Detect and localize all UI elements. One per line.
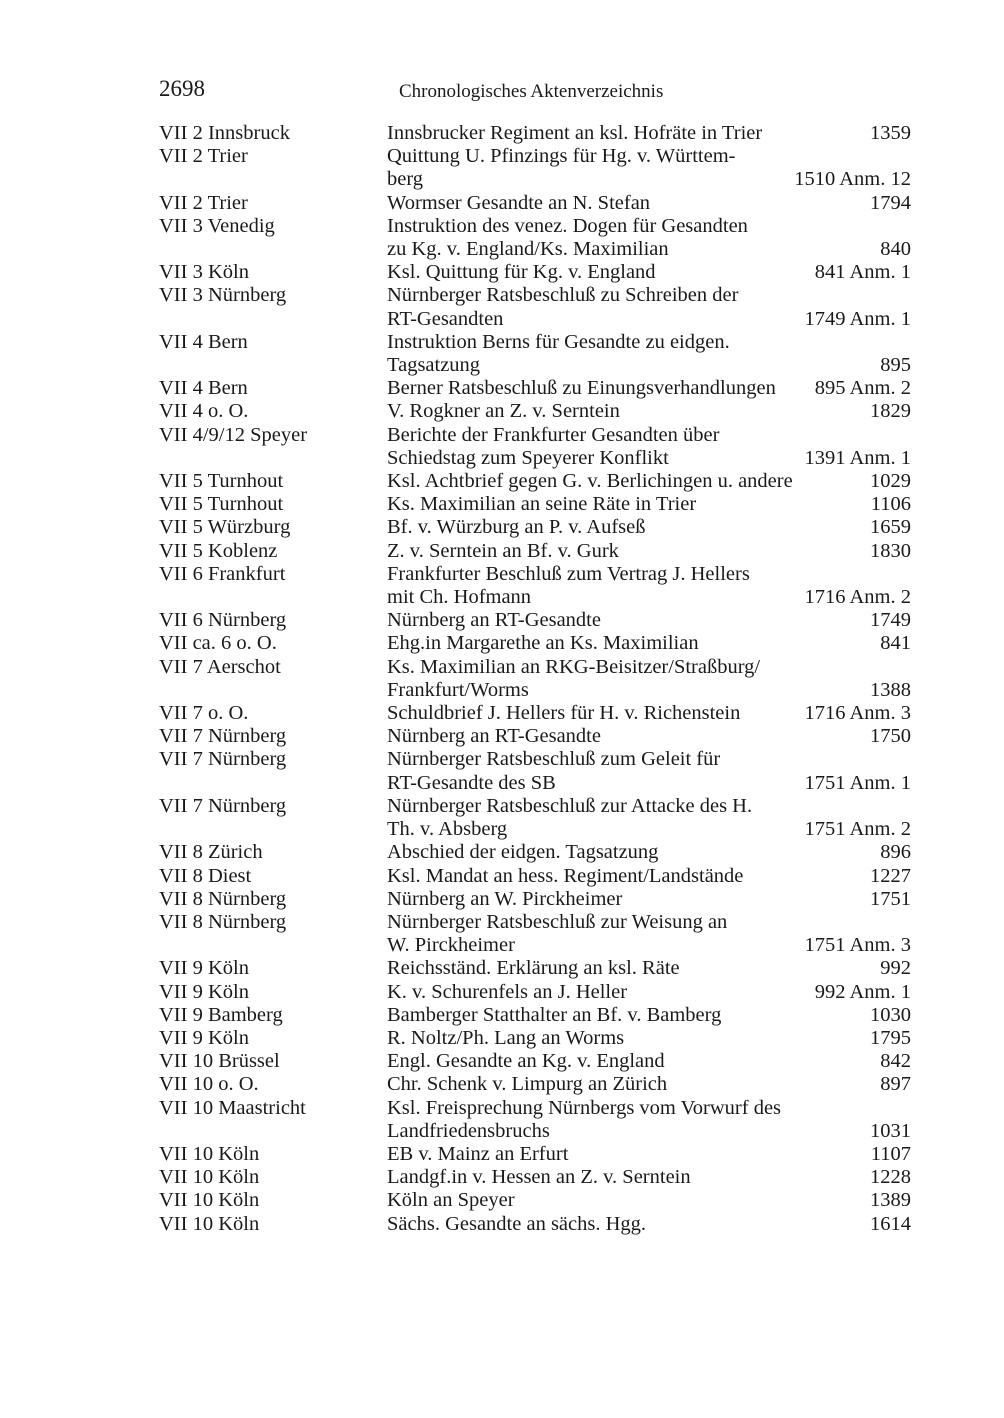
entry-reference-number: 1614 xyxy=(870,1212,911,1235)
entry-description-line: Engl. Gesandte an Kg. v. England xyxy=(387,1050,665,1073)
list-item xyxy=(159,1004,911,1027)
entry-reference-number: 840 xyxy=(880,238,911,261)
entry-description xyxy=(387,748,911,794)
list-item xyxy=(159,1143,911,1166)
entry-description xyxy=(387,122,911,145)
entry-description-line: Berichte der Frankfurter Gesandten über xyxy=(387,423,720,446)
entry-description-line: Reichsständ. Erklärung an ksl. Räte xyxy=(387,957,680,980)
list-item xyxy=(159,424,911,470)
entry-date: VII 3 Venedig xyxy=(159,214,275,237)
entry-reference-number: 1749 xyxy=(870,609,911,632)
entry-reference-number: 841 Anm. 1 xyxy=(814,261,911,284)
entry-description xyxy=(387,888,911,911)
list-item xyxy=(159,888,911,911)
entry-reference-number: 1751 xyxy=(870,887,911,910)
entry-date: VII 9 Köln xyxy=(159,1026,249,1049)
entry-description-line: Bamberger Statthalter an Bf. v. Bamberg xyxy=(387,1003,722,1026)
entry-description-line: Köln an Speyer xyxy=(387,1189,515,1212)
entry-date: VII 7 o. O. xyxy=(159,702,249,725)
entry-description-line: Ehg.in Margarethe an Ks. Maximilian xyxy=(387,632,699,655)
entry-description-line: Ksl. Mandat an hess. Regiment/Landstände xyxy=(387,864,744,887)
entry-description-line: Instruktion des venez. Dogen für Gesandten xyxy=(387,214,748,237)
entry-reference-number: 1107 xyxy=(870,1142,911,1165)
entry-description xyxy=(387,609,911,632)
entry-reference-number: 895 Anm. 2 xyxy=(814,377,911,400)
entry-description-line: mit Ch. Hofmann xyxy=(387,586,532,609)
entry-description xyxy=(387,1166,911,1189)
chronological-entry-list xyxy=(159,122,911,1236)
entry-description-line: Ksl. Achtbrief gegen G. v. Berlichingen u. andere xyxy=(387,470,793,493)
entry-reference-number: 1794 xyxy=(870,191,911,214)
entry-date: VII 5 Koblenz xyxy=(159,539,278,562)
entry-description-line: R. Noltz/Ph. Lang an Worms xyxy=(387,1026,625,1049)
entry-description xyxy=(387,911,911,957)
entry-reference-number: 1829 xyxy=(870,400,911,423)
entry-date: VII 2 Trier xyxy=(159,145,248,168)
entry-date: VII 10 o. O. xyxy=(159,1073,259,1096)
list-item xyxy=(159,261,911,284)
entry-description xyxy=(387,865,911,888)
entry-description-line: Nürnberger Ratsbeschluß zur Weisung an xyxy=(387,910,728,933)
entry-description xyxy=(387,1143,911,1166)
entry-reference-number: 896 xyxy=(880,841,911,864)
entry-description-line: Schiedstag zum Speyerer Konflikt xyxy=(387,446,669,469)
entry-description-line: Ks. Maximilian an seine Räte in Trier xyxy=(387,493,697,516)
entry-reference-number: 1030 xyxy=(870,1003,911,1026)
entry-description xyxy=(387,1073,911,1096)
entry-date: VII 4 Bern xyxy=(159,377,248,400)
entry-date: VII 3 Nürnberg xyxy=(159,284,287,307)
entry-description xyxy=(387,493,911,516)
entry-date: VII ca. 6 o. O. xyxy=(159,632,277,655)
list-item xyxy=(159,145,911,191)
list-item xyxy=(159,656,911,702)
list-item xyxy=(159,331,911,377)
entry-date: VII 9 Köln xyxy=(159,957,249,980)
entry-date: VII 9 Köln xyxy=(159,980,249,1003)
entry-description-line: RT-Gesandte des SB xyxy=(387,771,556,794)
entry-reference-number: 1359 xyxy=(870,122,911,144)
list-item xyxy=(159,563,911,609)
entry-description xyxy=(387,145,911,191)
entry-date: VII 5 Turnhout xyxy=(159,493,284,516)
entry-description-line: Ks. Maximilian an RKG-Beisitzer/Straßburg/ xyxy=(387,655,761,678)
entry-description-line: Berner Ratsbeschluß zu Einungsverhandlungen xyxy=(387,377,776,400)
entry-date: VII 4/9/12 Speyer xyxy=(159,423,308,446)
entry-reference-number: 1031 xyxy=(870,1119,911,1142)
list-item xyxy=(159,865,911,888)
entry-reference-number: 1029 xyxy=(870,470,911,493)
entry-reference-number: 1659 xyxy=(870,516,911,539)
entry-description-line: Landfriedensbruchs xyxy=(387,1119,550,1142)
entry-date: VII 10 Maastricht xyxy=(159,1096,306,1119)
entry-description-line: Frankfurter Beschluß zum Vertrag J. Hellers xyxy=(387,562,750,585)
list-item xyxy=(159,1027,911,1050)
running-title: Chronologisches Aktenverzeichnis xyxy=(399,81,664,102)
entry-date: VII 10 Brüssel xyxy=(159,1050,280,1073)
entry-reference-number: 1751 Anm. 1 xyxy=(804,771,911,794)
entry-reference-number: 1716 Anm. 2 xyxy=(804,586,911,609)
entry-description xyxy=(387,656,911,702)
entry-date: VII 9 Bamberg xyxy=(159,1003,283,1026)
entry-reference-number: 992 xyxy=(880,957,911,980)
entry-date: VII 6 Frankfurt xyxy=(159,562,286,585)
list-item xyxy=(159,1097,911,1143)
entry-description xyxy=(387,1189,911,1212)
entry-date: VII 8 Diest xyxy=(159,864,252,887)
entry-date: VII 8 Nürnberg xyxy=(159,887,287,910)
entry-description-line: Nürnberg an RT-Gesandte xyxy=(387,609,601,632)
entry-description-line: Quittung U. Pfinzings für Hg. v. Württem- xyxy=(387,145,736,168)
entry-date: VII 5 Würzburg xyxy=(159,516,291,539)
entry-reference-number: 1751 Anm. 2 xyxy=(804,818,911,841)
entry-description-line: Nürnberger Ratsbeschluß zum Geleit für xyxy=(387,748,721,771)
entry-description xyxy=(387,981,911,1004)
list-item xyxy=(159,957,911,980)
entry-reference-number: 1749 Anm. 1 xyxy=(804,307,911,330)
list-item xyxy=(159,215,911,261)
entry-date: VII 10 Köln xyxy=(159,1212,260,1235)
entry-description-line: Z. v. Serntein an Bf. v. Gurk xyxy=(387,539,619,562)
entry-description xyxy=(387,470,911,493)
entry-reference-number: 895 xyxy=(880,354,911,377)
entry-reference-number: 1388 xyxy=(870,678,911,701)
entry-description xyxy=(387,284,911,330)
entry-description xyxy=(387,841,911,864)
entry-date: VII 3 Köln xyxy=(159,261,249,284)
entry-description-line: zu Kg. v. England/Ks. Maximilian xyxy=(387,238,669,261)
entry-date: VII 8 Nürnberg xyxy=(159,910,287,933)
entry-date: VII 7 Aerschot xyxy=(159,655,281,678)
entry-description-line: Abschied der eidgen. Tagsatzung xyxy=(387,841,659,864)
entry-date: VII 7 Nürnberg xyxy=(159,748,287,771)
entry-description-line: RT-Gesandten xyxy=(387,307,504,330)
entry-reference-number: 1391 Anm. 1 xyxy=(804,446,911,469)
entry-description xyxy=(387,795,911,841)
entry-date: VII 7 Nürnberg xyxy=(159,794,287,817)
list-item xyxy=(159,192,911,215)
entry-description xyxy=(387,1004,911,1027)
entry-description-line: Tagsatzung xyxy=(387,354,481,377)
list-item xyxy=(159,609,911,632)
entry-reference-number: 841 xyxy=(880,632,911,655)
entry-description-line: Sächs. Gesandte an sächs. Hgg. xyxy=(387,1212,647,1235)
entry-description xyxy=(387,1027,911,1050)
entry-reference-number: 897 xyxy=(880,1073,911,1096)
entry-date: VII 4 Bern xyxy=(159,330,248,353)
entry-description-line: Ksl. Quittung für Kg. v. England xyxy=(387,261,656,284)
entry-reference-number: 1106 xyxy=(870,493,911,516)
entry-reference-number: 1751 Anm. 3 xyxy=(804,934,911,957)
list-item xyxy=(159,284,911,330)
entry-date: VII 10 Köln xyxy=(159,1189,260,1212)
entry-description-line: Frankfurt/Worms xyxy=(387,678,529,701)
page-number: 2698 xyxy=(159,76,205,101)
entry-description xyxy=(387,424,911,470)
entry-reference-number: 1795 xyxy=(870,1026,911,1049)
list-item xyxy=(159,540,911,563)
entry-description-line: K. v. Schurenfels an J. Heller xyxy=(387,980,628,1003)
list-item xyxy=(159,377,911,400)
entry-description-line: Innsbrucker Regiment an ksl. Hofräte in Trier xyxy=(387,122,763,144)
entry-description xyxy=(387,1213,911,1236)
entry-description-line: Nürnberger Ratsbeschluß zu Schreiben der xyxy=(387,284,739,307)
entry-description-line: Landgf.in v. Hessen an Z. v. Serntein xyxy=(387,1166,691,1189)
entry-description xyxy=(387,215,911,261)
entry-reference-number: 1510 Anm. 12 xyxy=(794,168,911,191)
entry-date: VII 2 Innsbruck xyxy=(159,122,290,144)
list-item xyxy=(159,1073,911,1096)
entry-description-line: Wormser Gesandte an N. Stefan xyxy=(387,191,651,214)
list-item xyxy=(159,470,911,493)
list-item xyxy=(159,911,911,957)
list-item xyxy=(159,122,911,145)
entry-description xyxy=(387,702,911,725)
entry-description-line: Instruktion Berns für Gesandte zu eidgen. xyxy=(387,330,730,353)
list-item xyxy=(159,1050,911,1073)
entry-description-line: EB v. Mainz an Erfurt xyxy=(387,1142,569,1165)
list-item xyxy=(159,400,911,423)
entry-date: VII 4 o. O. xyxy=(159,400,249,423)
entry-description-line: Bf. v. Würzburg an P. v. Aufseß xyxy=(387,516,646,539)
entry-date: VII 5 Turnhout xyxy=(159,470,284,493)
list-item xyxy=(159,493,911,516)
entry-description xyxy=(387,261,911,284)
entry-reference-number: 1830 xyxy=(870,539,911,562)
entry-description xyxy=(387,516,911,539)
entry-reference-number: 1227 xyxy=(870,864,911,887)
entry-description-line: Nürnberger Ratsbeschluß zur Attacke des H. xyxy=(387,794,753,817)
entry-reference-number: 1750 xyxy=(870,725,911,748)
list-item xyxy=(159,632,911,655)
entry-description xyxy=(387,540,911,563)
entry-date: VII 10 Köln xyxy=(159,1142,260,1165)
entry-reference-number: 992 Anm. 1 xyxy=(814,980,911,1003)
entry-reference-number: 1389 xyxy=(870,1189,911,1212)
list-item xyxy=(159,725,911,748)
entry-description-line: W. Pirckheimer xyxy=(387,934,515,957)
list-item xyxy=(159,1213,911,1236)
entry-date: VII 8 Zürich xyxy=(159,841,263,864)
entry-description xyxy=(387,1097,911,1143)
entry-description-line: berg xyxy=(387,168,424,191)
entry-description-line: Ksl. Freisprechung Nürnbergs vom Vorwurf des xyxy=(387,1096,782,1119)
entry-reference-number: 1716 Anm. 3 xyxy=(804,702,911,725)
entry-reference-number: 842 xyxy=(880,1050,911,1073)
entry-reference-number: 1228 xyxy=(870,1166,911,1189)
list-item xyxy=(159,841,911,864)
entry-description-line: Nürnberg an W. Pirckheimer xyxy=(387,887,623,910)
entry-description xyxy=(387,725,911,748)
list-item xyxy=(159,981,911,1004)
list-item xyxy=(159,1189,911,1212)
page-header xyxy=(159,76,911,108)
entry-description xyxy=(387,400,911,423)
entry-description-line: Th. v. Absberg xyxy=(387,818,508,841)
entry-description xyxy=(387,377,911,400)
list-item xyxy=(159,748,911,794)
list-item xyxy=(159,795,911,841)
entry-date: VII 6 Nürnberg xyxy=(159,609,287,632)
entry-description xyxy=(387,1050,911,1073)
entry-description xyxy=(387,563,911,609)
entry-date: VII 2 Trier xyxy=(159,191,248,214)
entry-description-line: Schuldbrief J. Hellers für H. v. Richenstein xyxy=(387,702,741,725)
entry-date: VII 7 Nürnberg xyxy=(159,725,287,748)
list-item xyxy=(159,516,911,539)
entry-description xyxy=(387,192,911,215)
entry-description-line: V. Rogkner an Z. v. Serntein xyxy=(387,400,620,423)
list-item xyxy=(159,702,911,725)
entry-description-line: Nürnberg an RT-Gesandte xyxy=(387,725,601,748)
entry-description xyxy=(387,331,911,377)
entry-description xyxy=(387,632,911,655)
list-item xyxy=(159,1166,911,1189)
entry-description xyxy=(387,957,911,980)
entry-date: VII 10 Köln xyxy=(159,1166,260,1189)
entry-description-line: Chr. Schenk v. Limpurg an Zürich xyxy=(387,1073,668,1096)
